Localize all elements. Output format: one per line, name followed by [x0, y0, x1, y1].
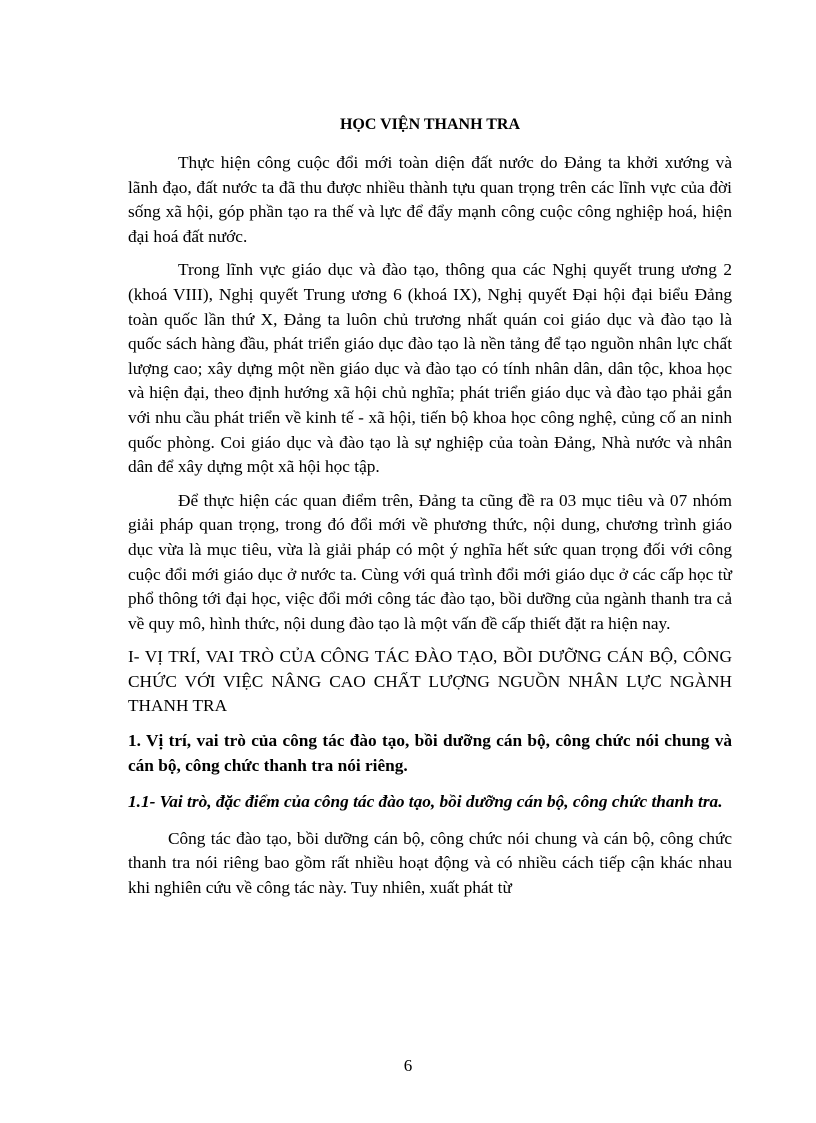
page-number: 6 [403, 1056, 413, 1075]
section-heading: I- VỊ TRÍ, VAI TRÒ CỦA CÔNG TÁC ĐÀO TẠO, BỒI DƯỠNG CÁN BỘ, CÔNG CHỨC VỚI VIỆC NÂNG CAO CHẤT LƯỢNG NGUỒN NHÂN LỰC NGÀNH THANH TRA [128, 647, 732, 716]
subheading-1: 1. Vị trí, vai trò của công tác đào tạo, bồi dưỡng cán bộ, công chức nói chung và cán bộ, công chức thanh tra nói riêng. [128, 731, 732, 775]
paragraph-3: Để thực hiện các quan điểm trên, Đảng ta cũng đề ra 03 mục tiêu và 07 nhóm giải pháp quan trọng, trong đó đổi mới về phương thức, nội dung, chương trình giáo dục vừa là mục tiêu, vừa là giải pháp có một ý nghĩa hết sức quan trọng đối với công cuộc đổi mới giáo dục ở nước ta. Cùng với quá trình đổi mới giáo dục ở các cấp học từ phổ thông tới đại học, việc đổi mới công tác đào tạo, bồi dưỡng của ngành thanh tra cả về quy mô, hình thức, nội dung đào tạo là một vấn đề cấp thiết đặt ra hiện nay. [128, 490, 732, 633]
page-content [128, 113, 732, 901]
subheading-1-1: 1.1- Vai trò, đặc điểm của công tác đào tạo, bồi dưỡng cán bộ, công chức thanh tra. [128, 792, 723, 812]
paragraph-final: Công tác đào tạo, bồi dưỡng cán bộ, công chức nói chung và cán bộ, công chức thanh tra nói riêng bao gồm rất nhiều hoạt động và có nhiều cách tiếp cận khác nhau khi nghiên cứu về công tác này. Tuy nhiên, xuất phát từ [128, 828, 732, 898]
paragraph-1: Thực hiện công cuộc đổi mới toàn diện đất nước do Đảng ta khởi xướng và lãnh đạo, đất nước ta đã thu được nhiều thành tựu quan trọng trên các lĩnh vực của đời sống xã hội, góp phần tạo ra thế và lực để đẩy mạnh công cuộc công nghiệp hoá, hiện đại hoá đất nước. [128, 153, 732, 246]
page-title: HỌC VIỆN THANH TRA [339, 116, 521, 133]
paragraph-2: Trong lĩnh vực giáo dục và đào tạo, thông qua các Nghị quyết trung ương 2 (khoá VIII), Nghị quyết Trung ương 6 (khoá IX), Nghị quyết Đại hội đại biểu Đảng toàn quốc lần thứ X, Đảng ta luôn chủ trương nhất quán coi giáo dục và đào tạo là quốc sách hàng đầu, phát triển giáo dục đào tạo là nền tảng để tạo nguồn nhân lực chất lượng cao; xây dựng một nền giáo dục và đào tạo có tính nhân dân, dân tộc, khoa học và hiện đại, theo định hướng xã hội chủ nghĩa; phát triển giáo dục và đào tạo phải gắn với nhu cầu phát triển về kinh tế - xã hội, tiến bộ khoa học công nghệ, củng cố an ninh quốc phòng. Coi giáo dục và đào tạo là sự nghiệp của toàn Đảng, Nhà nước và nhân dân để xây dựng một xã hội học tập. [128, 260, 732, 477]
